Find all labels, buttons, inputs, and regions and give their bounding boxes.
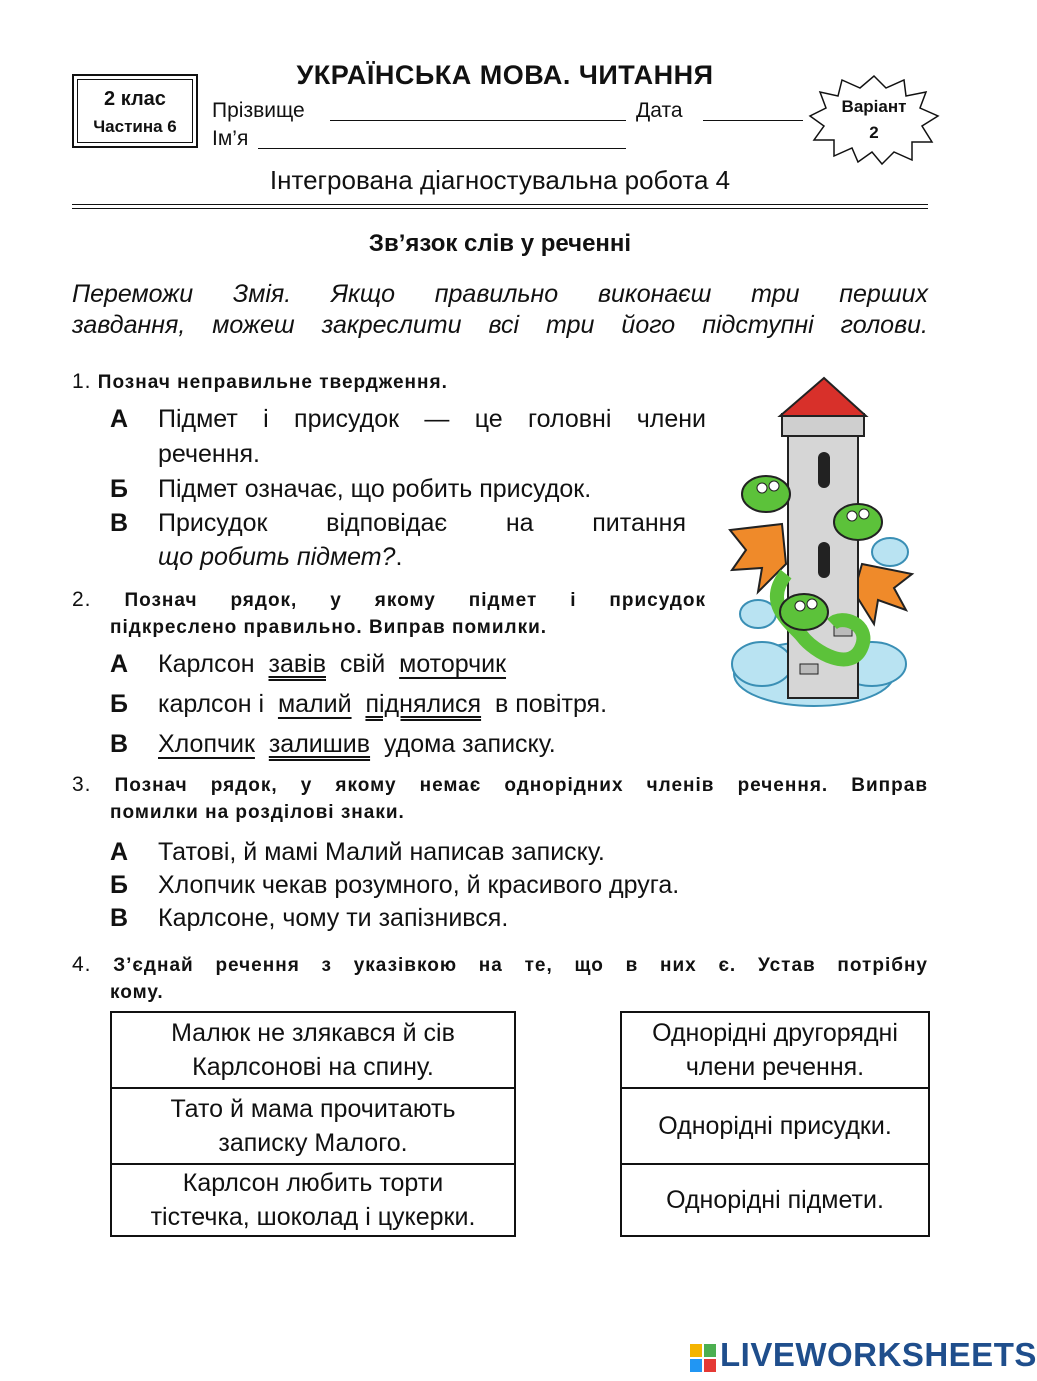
divider <box>72 208 928 209</box>
brand-text[interactable]: LIVEWORKSHEETS <box>720 1336 1037 1373</box>
word-subject: Хлопчик <box>158 730 255 758</box>
date-label: Дата <box>636 99 683 122</box>
option-text-cont: речення. <box>158 440 261 468</box>
task-1-option-b[interactable] <box>110 475 710 511</box>
sentence-cell[interactable] <box>112 1013 514 1089</box>
option-text: Присудок відповідає на питання <box>158 509 686 537</box>
word-predicate: залишив <box>268 730 371 758</box>
cell-line: Карлсонові на спину. <box>192 1053 434 1081</box>
option-sentence <box>158 650 506 679</box>
features-table <box>620 1011 930 1237</box>
word: карлсон і <box>158 690 265 718</box>
word-subject: моторчик <box>399 650 507 678</box>
task-4-text-cont: кому. <box>110 982 164 1003</box>
word: Карлсон <box>158 650 255 678</box>
feature-cell[interactable] <box>622 1089 928 1165</box>
task-3-heading <box>72 773 928 797</box>
task-1-text: Познач неправильне твердження. <box>97 372 448 393</box>
period: . <box>395 543 403 571</box>
task-2-option-a[interactable] <box>110 650 710 688</box>
task-1-heading <box>72 370 448 394</box>
task-2-option-c[interactable] <box>110 730 710 768</box>
cell-line: Тато й мама прочитають <box>170 1095 456 1123</box>
option-letter: А <box>110 650 129 678</box>
option-text-cont <box>158 543 402 572</box>
dragon-tower-illustration <box>722 374 918 714</box>
class-label: 2 клас <box>104 88 166 110</box>
surname-field[interactable] <box>330 120 626 121</box>
option-text: Карлсоне, чому ти запізнився. <box>158 904 509 932</box>
option-sentence <box>158 690 607 719</box>
cell-line: Однорідні присудки. <box>658 1112 892 1140</box>
sentence-cell[interactable] <box>112 1165 514 1235</box>
liveworksheets-logo-icon <box>690 1344 716 1372</box>
intro-line-2: завдання, можеш закреслити всі три його підступні голови. <box>72 311 928 339</box>
cell-line: Карлсон любить торти <box>182 1169 444 1197</box>
option-letter: Б <box>110 475 128 503</box>
sentences-table <box>110 1011 516 1237</box>
task-number: 4. <box>72 953 92 976</box>
name-label: Ім’я <box>212 127 249 150</box>
cell-line: Малюк не злякався й сів <box>171 1019 455 1047</box>
task-2-option-b[interactable] <box>110 690 710 728</box>
name-field[interactable] <box>258 148 626 149</box>
option-letter: В <box>110 509 129 537</box>
cell-line: записку Малого. <box>218 1129 408 1157</box>
part-label: Частина 6 <box>93 117 177 136</box>
task-number: 2. <box>72 588 92 611</box>
option-letter: В <box>110 730 129 758</box>
cell-line: Однорідні підмети. <box>666 1186 884 1214</box>
option-letter: Б <box>110 690 128 718</box>
word-predicate: завів <box>268 650 326 678</box>
option-text: Хлопчик чекав розумного, й красивого друга. <box>158 871 680 899</box>
variant-label: Варіант <box>841 97 907 116</box>
task-4-heading <box>72 953 928 977</box>
task-number: 3. <box>72 773 92 796</box>
task-1-option-a[interactable] <box>110 405 710 441</box>
word: свій <box>339 650 386 678</box>
class-box <box>72 74 198 148</box>
cell-line: члени речення. <box>685 1053 865 1081</box>
date-field[interactable] <box>703 120 803 121</box>
intro-line-1: Переможи Змія. Якщо правильно виконаєш три перших <box>72 280 928 308</box>
task-3-option-a[interactable] <box>110 838 810 874</box>
task-number: 1. <box>72 370 92 393</box>
task-1-option-c[interactable] <box>110 509 710 545</box>
option-text: Підмет означає, що робить присудок. <box>158 475 592 503</box>
option-letter: А <box>110 405 129 433</box>
option-letter: В <box>110 904 129 932</box>
option-sentence <box>158 730 556 759</box>
word-subject: малий <box>277 690 352 718</box>
task-3-option-b[interactable] <box>110 871 870 907</box>
word: удома записку. <box>383 730 556 758</box>
class-box-inner <box>77 79 193 143</box>
sentence-cell[interactable] <box>112 1089 514 1165</box>
question-phrase: що робить підмет? <box>158 543 396 571</box>
variant-number: 2 <box>869 123 879 142</box>
feature-cell[interactable] <box>622 1165 928 1235</box>
option-text: Татові, й мамі Малий написав записку. <box>158 838 605 866</box>
divider <box>72 204 928 205</box>
page-title: УКРАЇНСЬКА МОВА. ЧИТАННЯ <box>296 60 714 90</box>
task-3-text-cont: помилки на розділові знаки. <box>110 802 405 823</box>
cell-line: Однорідні другорядні <box>652 1019 898 1047</box>
task-4-text: З’єднай речення з указівкою на те, що в них є. Устав потрібну <box>113 955 928 976</box>
option-letter: А <box>110 838 129 866</box>
task-2-text-cont: підкреслено правильно. Виправ помилки. <box>110 617 548 638</box>
task-3-option-c[interactable] <box>110 904 810 940</box>
task-2-text: Познач рядок, у якому підмет і присудок <box>124 590 706 611</box>
task-2-heading <box>72 588 706 612</box>
word: в повітря. <box>494 690 608 718</box>
word-predicate: піднялися <box>365 690 482 718</box>
cell-line: тістечка, шоколад і цукерки. <box>150 1203 476 1231</box>
surname-label: Прізвище <box>212 99 305 122</box>
option-letter: Б <box>110 871 128 899</box>
feature-cell[interactable] <box>622 1013 928 1089</box>
task-3-text: Познач рядок, у якому немає однорідних членів речення. Виправ <box>114 775 929 796</box>
variant-badge <box>808 74 940 164</box>
section-title: Зв’язок слів у реченні <box>368 230 632 257</box>
option-text: Підмет і присудок — це головні члени <box>158 405 706 433</box>
work-subtitle: Інтегрована діагностувальна робота 4 <box>269 165 731 195</box>
